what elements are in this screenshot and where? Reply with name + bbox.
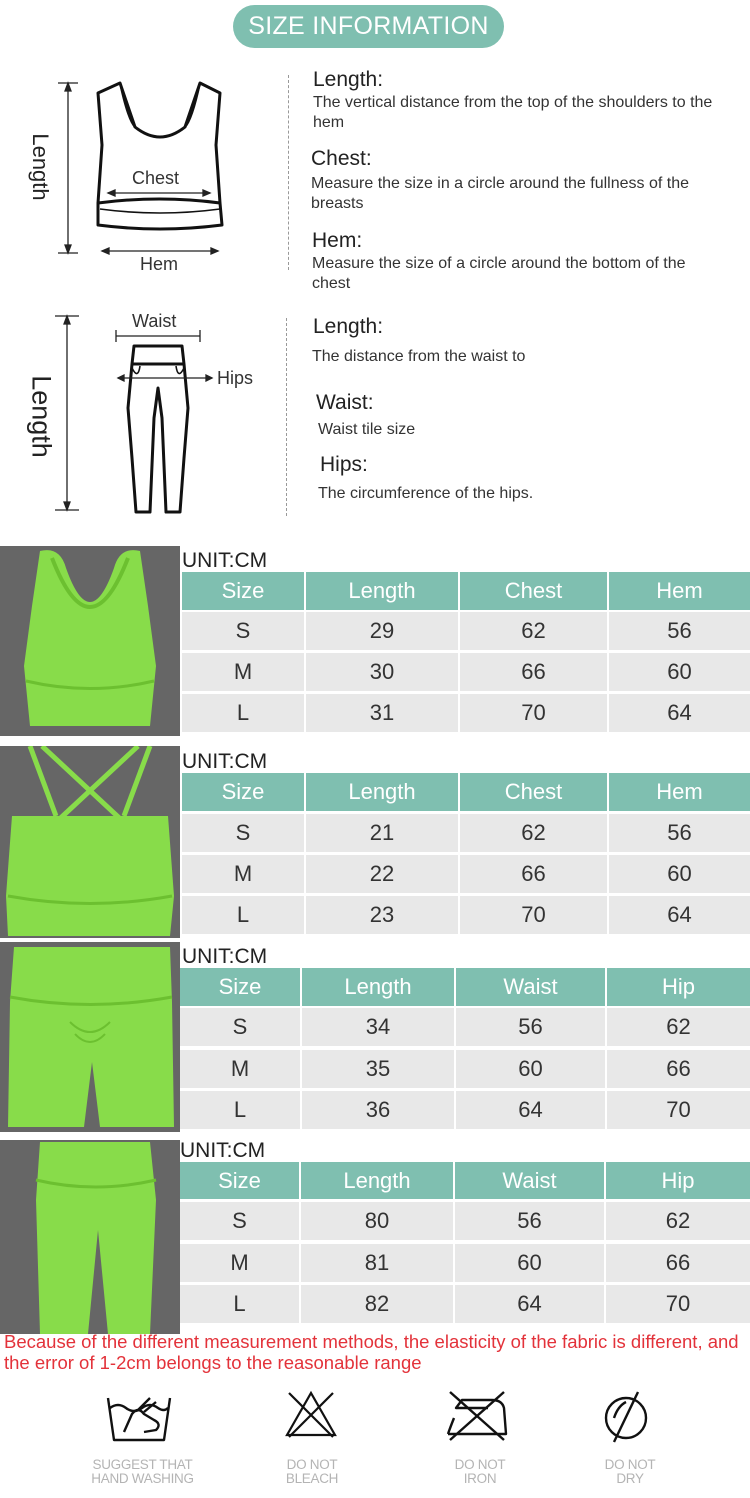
no-iron-icon (444, 1388, 510, 1444)
measurement-note: Because of the different measurement methods, the elasticity of the fabric is different, and the error of 1-2cm belongs to the reasonable range (4, 1331, 739, 1373)
def-length-text: The vertical distance from the top of the shoulders to the hem (313, 94, 713, 131)
table-cell: 64 (609, 896, 750, 934)
page-title: SIZE INFORMATION (233, 5, 504, 48)
care-label-hand-wash: SUGGEST THAT HAND WASHING (91, 1457, 194, 1486)
table-cell: 56 (456, 1008, 605, 1046)
table-header-cell: Hip (606, 1162, 750, 1199)
product-photo-halter-bra (0, 546, 180, 736)
table-cell: S (182, 612, 304, 650)
table-header-cell: Hem (609, 572, 750, 610)
table-header-cell: Hip (607, 968, 750, 1006)
def-length2-title: Length: (313, 315, 384, 338)
table-cell: 56 (455, 1202, 604, 1240)
table-cell: 70 (460, 694, 607, 732)
table-cell: 60 (609, 653, 750, 691)
table-cell: L (182, 896, 304, 934)
table-cell: 62 (606, 1202, 750, 1240)
bottom-length-label: Length (26, 375, 57, 458)
table-cell: L (182, 694, 304, 732)
top-length-label: Length (28, 133, 53, 201)
table-cell: S (182, 814, 304, 852)
table-cell: L (180, 1285, 299, 1323)
table-cell: 22 (306, 855, 458, 893)
def-hips-text: The circumference of the hips. (318, 485, 534, 502)
table-cell: 34 (302, 1008, 454, 1046)
table-cell: 23 (306, 896, 458, 934)
unit-label: UNIT:CM (182, 945, 268, 968)
table-header-cell: Waist (456, 968, 605, 1006)
def-chest-text: Measure the size in a circle around the fullness of the breasts (311, 175, 689, 212)
def-hem-text: Measure the size of a circle around the bottom of the chest (312, 255, 686, 292)
no-dry-icon (600, 1388, 652, 1444)
table-cell: 80 (301, 1202, 453, 1240)
product-photo-strappy-bra (0, 746, 180, 938)
table-cell: M (180, 1244, 299, 1282)
def-length-title: Length: (313, 68, 384, 91)
table-cell: 60 (609, 855, 750, 893)
table-header-cell: Chest (460, 773, 607, 811)
unit-label: UNIT:CM (180, 1139, 266, 1162)
no-bleach-icon (283, 1389, 339, 1439)
table-cell: L (180, 1091, 300, 1129)
def-length2-text: The distance from the waist to (312, 348, 526, 365)
table-cell: 62 (607, 1008, 750, 1046)
table-cell: M (180, 1050, 300, 1088)
divider (288, 75, 289, 270)
table-cell: 21 (306, 814, 458, 852)
table-cell: 70 (607, 1091, 750, 1129)
table-cell: 70 (606, 1285, 750, 1323)
care-label-bleach: DO NOT BLEACH (285, 1457, 339, 1486)
table-header-cell: Size (180, 968, 300, 1006)
table-header-cell: Length (306, 572, 458, 610)
table-cell: M (182, 653, 304, 691)
product-photo-shorts (0, 942, 180, 1132)
def-chest-title: Chest: (311, 147, 372, 170)
table-cell: 29 (306, 612, 458, 650)
waist-label: Waist (132, 311, 177, 331)
table-header-cell: Chest (460, 572, 607, 610)
care-label-dry: DO NOT DRY (604, 1457, 656, 1486)
care-label-iron: DO NOT IRON (454, 1457, 506, 1486)
table-cell: 62 (460, 612, 607, 650)
table-cell: 62 (460, 814, 607, 852)
table-cell: 70 (460, 896, 607, 934)
chest-label: Chest (132, 168, 180, 188)
table-header-cell: Size (182, 572, 304, 610)
table-cell: 56 (609, 612, 750, 650)
def-waist-text: Waist tile size (318, 421, 416, 438)
table-cell: 66 (606, 1244, 750, 1282)
hand-wash-icon (104, 1390, 174, 1446)
table-cell: 60 (455, 1244, 604, 1282)
table-header-cell: Length (302, 968, 454, 1006)
product-photo-leggings (0, 1140, 180, 1334)
unit-label: UNIT:CM (182, 549, 268, 572)
table-cell: 30 (306, 653, 458, 691)
table-cell: 36 (302, 1091, 454, 1129)
table-cell: S (180, 1202, 299, 1240)
def-waist-title: Waist: (316, 391, 374, 414)
def-hem-title: Hem: (312, 229, 363, 252)
table-header-cell: Size (180, 1162, 299, 1199)
table-cell: 66 (460, 653, 607, 691)
table-header-cell: Hem (609, 773, 750, 811)
table-header-cell: Size (182, 773, 304, 811)
table-header-cell: Waist (455, 1162, 604, 1199)
hem-label: Hem (140, 254, 179, 274)
table-cell: 81 (301, 1244, 453, 1282)
hips-label: Hips (217, 368, 254, 388)
def-hips-title: Hips: (320, 453, 368, 476)
table-cell: 64 (609, 694, 750, 732)
table-cell: 60 (456, 1050, 605, 1088)
divider (286, 318, 287, 516)
table-header-cell: Length (306, 773, 458, 811)
table-cell: 35 (302, 1050, 454, 1088)
table-cell: S (180, 1008, 300, 1046)
table-cell: 31 (306, 694, 458, 732)
table-cell: 82 (301, 1285, 453, 1323)
table-cell: 56 (609, 814, 750, 852)
unit-label: UNIT:CM (182, 750, 268, 773)
table-header-cell: Length (301, 1162, 453, 1199)
table-cell: 64 (455, 1285, 604, 1323)
table-cell: 66 (607, 1050, 750, 1088)
table-cell: 66 (460, 855, 607, 893)
table-cell: 64 (456, 1091, 605, 1129)
table-cell: M (182, 855, 304, 893)
